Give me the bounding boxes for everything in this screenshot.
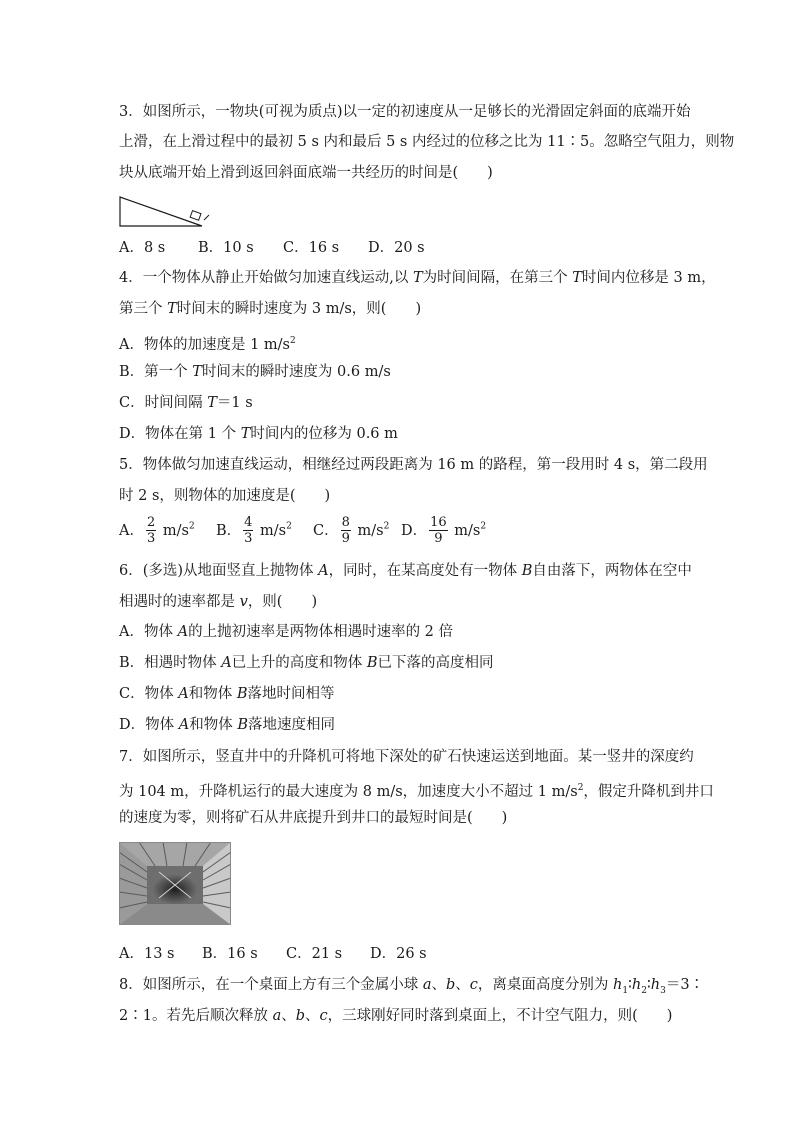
q3-line-1: 3．如图所示，一物块(可视为质点)以一定的初速度从一足够长的光滑固定斜面的底端开始 [119,104,691,120]
q5-option-b: B． $\frac{4}{3}$ $m/s^2$ [216,515,292,546]
q6-line-1: 6．(多选)从地面竖直上抛物体 A，同时，在某高度处有一物体 B自由落下，两物体在空中 [119,563,692,579]
q4-line-1: 4．一个物体从静止开始做匀加速直线运动,以 T为时间间隔，在第三个 T时间内位移是 3 m， [119,270,716,286]
q5-options [119,515,486,546]
q4-option-c: C．时间间隔 T＝1 s [119,395,253,411]
q7-line-2: 为 104 m，升降机运行的最大速度为 8 m/s，加速度大小不超过 1 $m/s^2$，假定升降机到井口 [119,783,714,800]
q3-option-a: A．8 s [119,240,166,256]
q6-option-c: C．物体 A和物体 B落地时间相等 [119,686,335,702]
q8-line-2: 2∶1。若先后顺次释放 a、b、c，三球刚好同时落到桌面上，不计空气阻力，则( ) [119,1008,673,1024]
q6-line-2: 相遇时的速率都是 v，则( ) [119,594,318,610]
q4-option-a: A．物体的加速度是 1 $m/s^2$ [119,336,296,353]
q7-line-3: 的速度为零，则将矿石从井底提升到井口的最短时间是( ) [119,810,508,826]
mine-shaft-photo [119,842,231,925]
q7-option-c: C．21 s [286,946,343,962]
q7-options [119,944,427,964]
q7-option-a: A．13 s [119,946,175,962]
q5-line-2: 时 2 s，则物体的加速度是( ) [119,488,331,504]
q3-options [119,238,425,258]
q3-line-3: 块从底端开始上滑到返回斜面底端一共经历的时间是( ) [119,165,493,181]
q6-option-d: D．物体 A和物体 B落地速度相同 [119,717,335,733]
q4-line-2: 第三个 T时间末的瞬时速度为 3 m/s，则( ) [119,301,422,317]
q3-line-2: 上滑，在上滑过程中的最初 5 s 内和最后 5 s 内经过的位移之比为 11∶5。忽略空气阻力，则物 [119,134,735,150]
q5-line-1: 5．物体做匀加速直线运动，相继经过两段距离为 16 m 的路程，第一段用时 4 s，第二段用 [119,457,708,473]
q5-option-d: D． $\frac{16}{9}$ $m/s^2$ [401,515,487,546]
incline-figure [118,194,210,230]
q6-option-b: B．相遇时物体 A已上升的高度和物体 B已下落的高度相同 [119,655,494,671]
q7-line-1: 7．如图所示，竖直井中的升降机可将地下深处的矿石快速运送到地面。某一竖井的深度约 [119,749,694,765]
q4-option-d: D．物体在第 1 个 T时间内的位移为 0.6 m [119,426,398,442]
q5-option-a: A． $\frac{2}{3}$ $m/s^2$ [119,515,195,546]
q3-option-c: C．16 s [283,240,340,256]
q7-option-d: D．26 s [370,946,427,962]
q3-option-d: D．20 s [368,240,425,256]
q5-option-c: C． $\frac{8}{9}$ $m/s^2$ [313,515,390,546]
q8-line-1: 8．如图所示，在一个桌面上方有三个金属小球 a、b、c，离桌面高度分别为 $h_1∶h_2∶h_3=3∶$ [119,977,705,996]
q6-option-a: A．物体 A的上抛初速率是两物体相遇时速率的 2 倍 [119,624,454,640]
q3-option-b: B．10 s [198,240,254,256]
q4-option-b: B．第一个 T时间末的瞬时速度为 0.6 m/s [119,364,391,380]
q7-option-b: B．16 s [202,946,258,962]
